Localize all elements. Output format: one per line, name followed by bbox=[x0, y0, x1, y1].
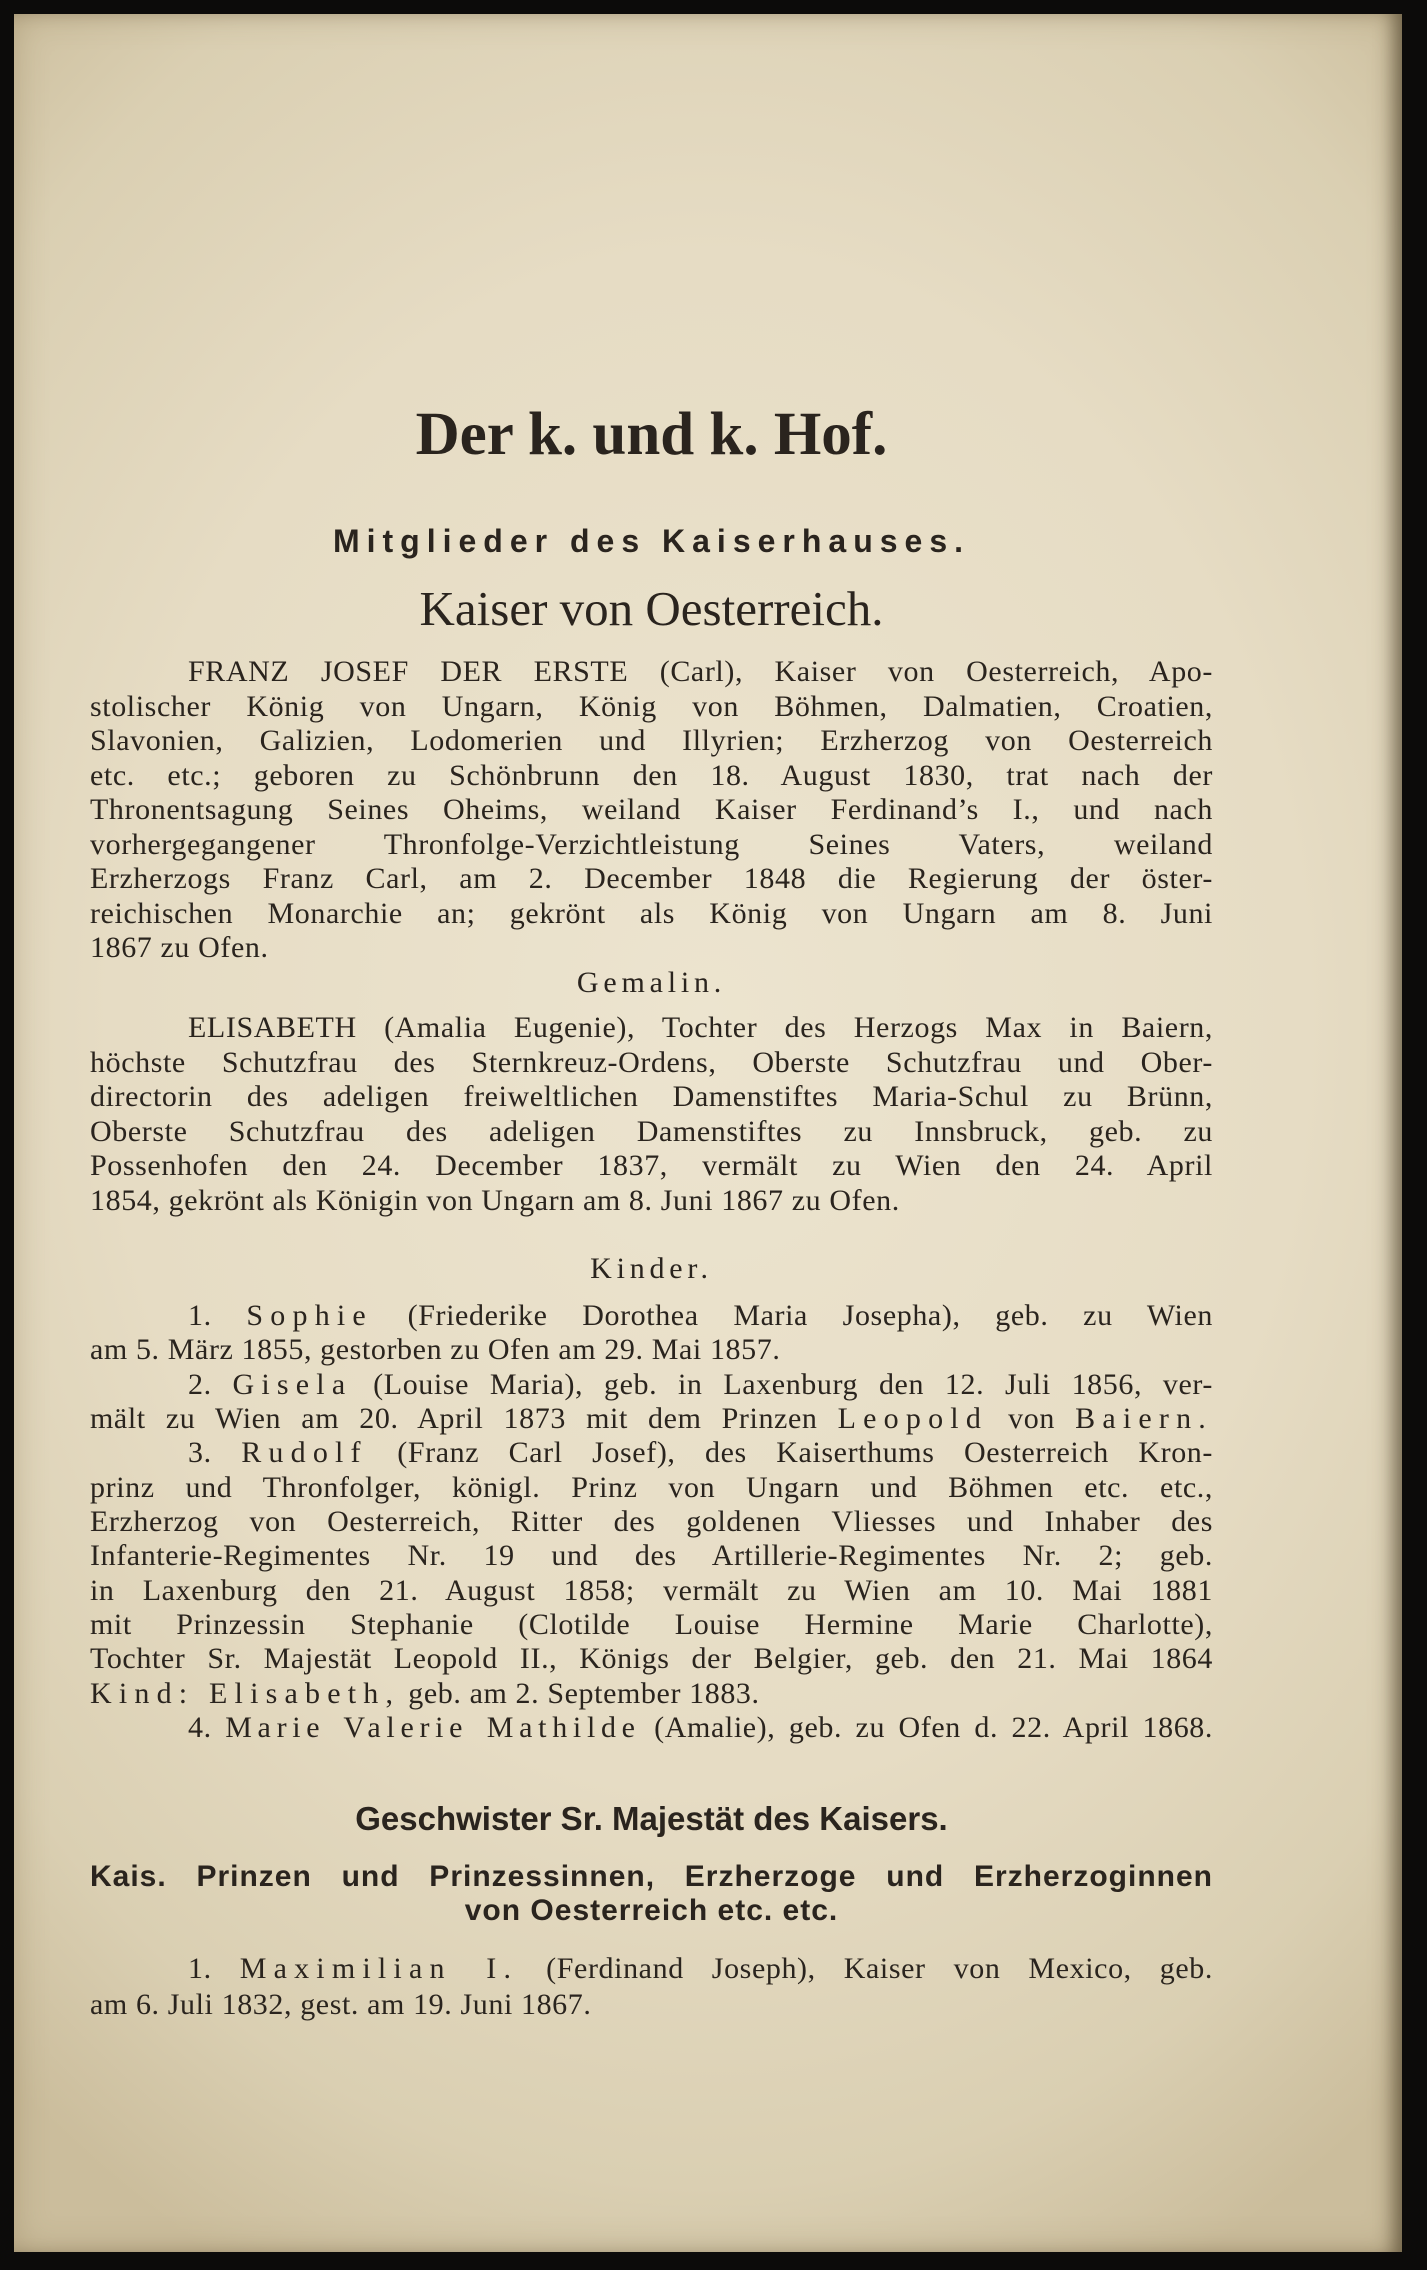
text-segment: (Franz Carl Josef), des Kaiserthums Oesterreich Kron- bbox=[367, 1436, 1213, 1470]
text-line: Erzherzogs Franz Carl, am 2. December 1848 die Regierung der öster- bbox=[90, 862, 1213, 895]
text-segment: 1. bbox=[188, 1952, 240, 1985]
kinder-heading: Kinder. bbox=[590, 1252, 713, 1285]
text-line bbox=[90, 1711, 1213, 1745]
text-line bbox=[90, 1539, 1213, 1573]
section-heading: Kaiser von Oesterreich. bbox=[419, 581, 884, 636]
text-line bbox=[90, 1574, 1213, 1608]
text-line bbox=[90, 1505, 1213, 1539]
subheading-line: Kais. Prinzen und Prinzessinnen, Erzherzoge und Erzherzoginnen bbox=[90, 1860, 1213, 1893]
text-segment: von bbox=[988, 1401, 1076, 1435]
text-line: directorin des adeligen freiweltlichen Damenstiftes Maria-Schul zu Brünn, bbox=[90, 1080, 1213, 1113]
text-line: Thronentsagung Seines Oheims, weiland Kaiser Ferdinand’s I., und nach bbox=[90, 793, 1213, 826]
text-line: etc. etc.; geboren zu Schönbrunn den 18. August 1830, trat nach der bbox=[90, 758, 1213, 792]
text-segment: (Ferdinand Joseph), Kaiser von Mexico, geb. bbox=[518, 1952, 1213, 1985]
text-segment: Tochter Sr. Majestät Leopold II., Königs der Belgier, geb. den 21. Mai 1864 bbox=[90, 1642, 1213, 1676]
text-segment: (Friederike Dorothea Maria Josepha), geb. zu Wien bbox=[372, 1299, 1213, 1332]
text-line: reichischen Monarchie an; gekrönt als König von Ungarn am 8. Juni bbox=[90, 896, 1213, 930]
text-segment: am 6. Juli 1832, gest. am 19. Juni 1867. bbox=[90, 1988, 592, 2021]
text-segment: 2. bbox=[188, 1367, 233, 1401]
text-line bbox=[90, 1987, 1213, 2023]
spaced-name: Gisela bbox=[232, 1367, 353, 1401]
spaced-name: Marie Valerie Mathilde bbox=[225, 1710, 641, 1744]
gemalin-heading: Gemalin. bbox=[576, 966, 727, 999]
spaced-name: Baiern. bbox=[1075, 1401, 1213, 1435]
text-line: 1854, gekrönt als Königin von Ungarn am 8. Juni 1867 zu Ofen. bbox=[90, 1183, 900, 1217]
text-line: vorhergegangener Thronfolge-Verzichtleistung Seines Vaters, weiland bbox=[90, 827, 1213, 861]
text-line bbox=[90, 1642, 1213, 1676]
spaced-name: Kind: Elisabeth, bbox=[90, 1676, 401, 1710]
text-segment: 4. bbox=[188, 1710, 226, 1744]
text-segment: (Louise Maria), geb. in Laxenburg den 12. Juli 1856, ver- bbox=[352, 1367, 1213, 1401]
text-segment: in Laxenburg den 21. August 1858; vermält zu Wien am 10. Mai 1881 bbox=[90, 1573, 1213, 1607]
text-line bbox=[90, 1368, 1213, 1402]
paragraph-maximilian bbox=[90, 1951, 1213, 2023]
geschwister-subheading bbox=[90, 1860, 1213, 1928]
text-line: Possenhofen den 24. December 1837, vermält zu Wien den 24. April bbox=[90, 1149, 1213, 1182]
section-subtitle: Mitglieder des Kaiserhauses. bbox=[332, 523, 971, 559]
kinder-list bbox=[90, 1299, 1213, 1745]
text-segment: prinz und Thronfolger, königl. Prinz von Ungarn und Böhmen etc. etc., bbox=[90, 1470, 1213, 1504]
page-title: Der k. und k. Hof. bbox=[415, 401, 888, 468]
text-line bbox=[90, 1471, 1213, 1505]
text-line bbox=[90, 1677, 1213, 1711]
text-line bbox=[90, 1608, 1213, 1642]
spaced-name: Leopold bbox=[837, 1401, 989, 1435]
text-segment: 1. bbox=[188, 1299, 247, 1332]
text-line bbox=[90, 1333, 1213, 1367]
text-segment: mit Prinzessin Stephanie (Clotilde Louise Hermine Marie Charlotte), bbox=[90, 1607, 1213, 1641]
text-line bbox=[90, 1436, 1213, 1470]
text-line bbox=[90, 1402, 1213, 1436]
text-line bbox=[90, 1299, 1213, 1333]
subheading-line: von Oesterreich etc. etc. bbox=[464, 1894, 839, 1927]
text-segment: geb. am 2. September 1883. bbox=[400, 1676, 760, 1710]
text-line: 1867 zu Ofen. bbox=[90, 931, 269, 964]
spaced-name: Sophie bbox=[246, 1299, 373, 1332]
text-segment: (Amalie), geb. zu Ofen d. 22. April 1868. bbox=[640, 1710, 1213, 1744]
paragraph-gemalin bbox=[90, 1011, 1213, 1218]
paragraph-kaiser bbox=[90, 655, 1213, 966]
text-segment: Erzherzog von Oesterreich, Ritter des goldenen Vliesses und Inhaber des bbox=[90, 1504, 1213, 1538]
text-line bbox=[90, 1951, 1213, 1987]
text-line: FRANZ JOSEF DER ERSTE (Carl), Kaiser von Oesterreich, Apo- bbox=[188, 655, 1213, 688]
spaced-name: Rudolf bbox=[241, 1436, 368, 1470]
text-segment: Infanterie-Regimentes Nr. 19 und des Artillerie-Regimentes Nr. 2; geb. bbox=[90, 1539, 1213, 1573]
text-line: höchste Schutzfrau des Sternkreuz-Ordens, Oberste Schutzfrau und Ober- bbox=[90, 1045, 1213, 1079]
text-line: ELISABETH (Amalia Eugenie), Tochter des Herzogs Max in Baiern, bbox=[188, 1011, 1213, 1044]
text-line: stolischer König von Ungarn, König von Böhmen, Dalmatien, Croatien, bbox=[90, 689, 1213, 723]
text-line: Oberste Schutzfrau des adeligen Damenstiftes zu Innsbruck, geb. zu bbox=[90, 1114, 1213, 1148]
text-line: Slavonien, Galizien, Lodomerien und Illyrien; Erzherzog von Oesterreich bbox=[90, 724, 1213, 757]
text-segment: 3. bbox=[188, 1436, 242, 1470]
text-segment: mält zu Wien am 20. April 1873 mit dem Prinzen bbox=[90, 1401, 838, 1435]
spaced-name: Maximilian I. bbox=[239, 1952, 519, 1985]
geschwister-heading: Geschwister Sr. Majestät des Kaisers. bbox=[355, 1800, 948, 1837]
text-segment: am 5. März 1855, gestorben zu Ofen am 29. Mai 1857. bbox=[90, 1333, 781, 1367]
